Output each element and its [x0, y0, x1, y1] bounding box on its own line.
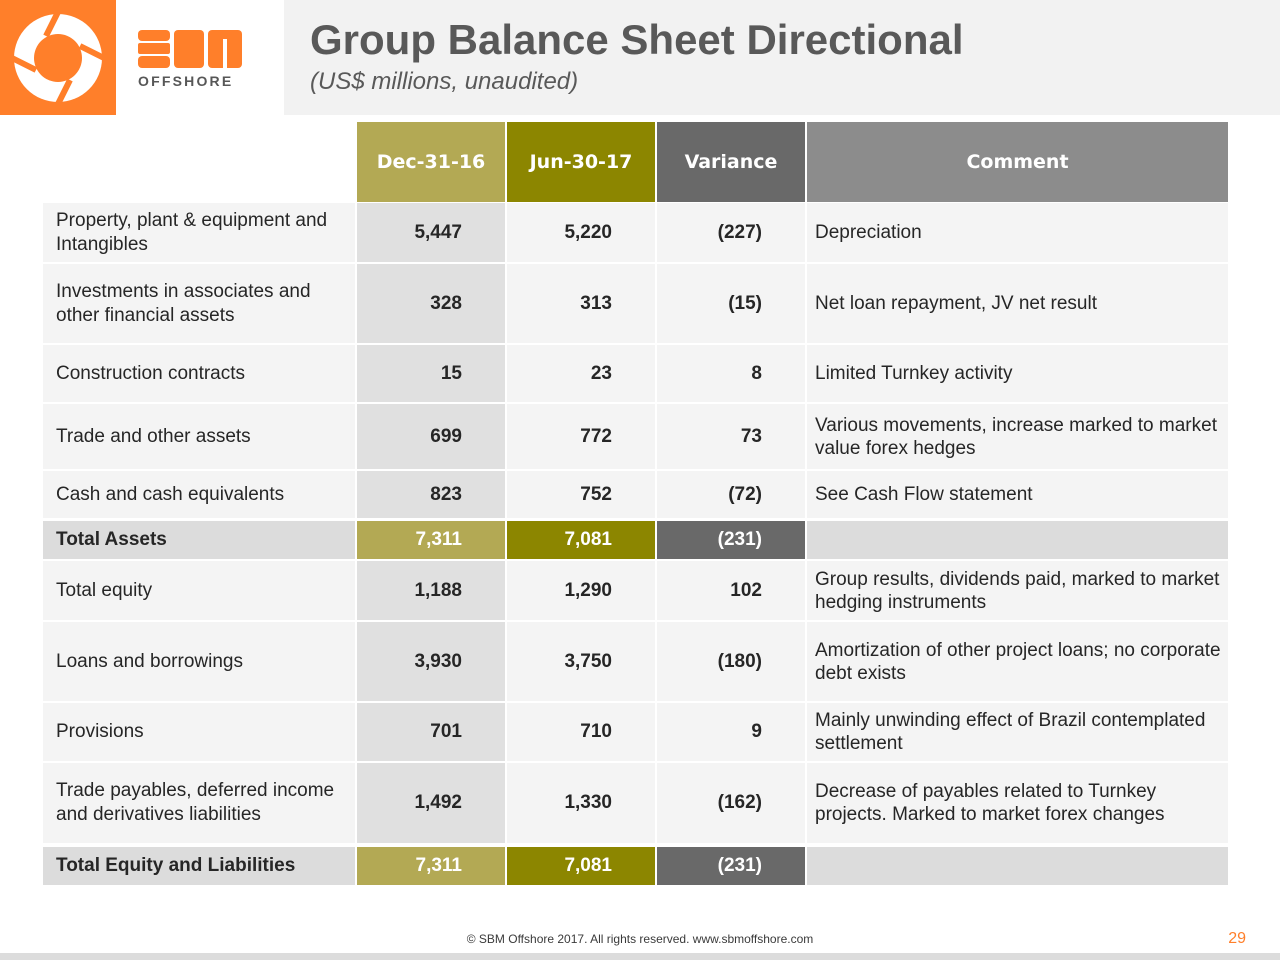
- jun-30-17-value: 1,290: [507, 561, 655, 620]
- jun-30-17-value: 772: [507, 404, 655, 469]
- variance-value: (162): [657, 763, 805, 843]
- footer-copyright: © SBM Offshore 2017. All rights reserved. www.sbmoffshore.com: [466, 932, 814, 946]
- brand-block: [116, 0, 271, 115]
- brand-offshore-text: OFFSHORE: [138, 73, 234, 89]
- jun-30-17-value: 3,750: [507, 622, 655, 701]
- dec-31-16-value: 3,930: [357, 622, 505, 701]
- comment-text: Group results, dividends paid, marked to market hedging instruments: [807, 561, 1228, 620]
- page-subtitle: (US$ millions, unaudited): [310, 68, 579, 95]
- row-label: Property, plant & equipment and Intangibles: [43, 203, 355, 262]
- dec-31-16-value: 701: [357, 703, 505, 761]
- sbm-logotype: [138, 30, 242, 68]
- variance-value: 9: [657, 703, 805, 761]
- comment-text: Mainly unwinding effect of Brazil contemplated settlement: [807, 703, 1228, 761]
- dec-31-16-value: 7,311: [357, 847, 505, 885]
- comment-text: See Cash Flow statement: [807, 471, 1228, 518]
- variance-value: (231): [657, 521, 805, 559]
- comment-text: Various movements, increase marked to market value forex hedges: [807, 404, 1228, 469]
- row-label: Construction contracts: [43, 345, 355, 402]
- page-number: 29: [1228, 930, 1246, 947]
- dec-31-16-value: 823: [357, 471, 505, 518]
- comment-text: Decrease of payables related to Turnkey projects. Marked to market forex changes: [807, 763, 1228, 843]
- comment-text: Limited Turnkey activity: [807, 345, 1228, 402]
- header-comment: Comment: [807, 122, 1228, 202]
- variance-value: 73: [657, 404, 805, 469]
- dec-31-16-value: 328: [357, 264, 505, 343]
- dec-31-16-value: 5,447: [357, 203, 505, 262]
- jun-30-17-value: 23: [507, 345, 655, 402]
- row-label: Cash and cash equivalents: [43, 471, 355, 518]
- variance-value: 102: [657, 561, 805, 620]
- jun-30-17-value: 752: [507, 471, 655, 518]
- page-title: Group Balance Sheet Directional: [310, 16, 964, 63]
- dec-31-16-value: 7,311: [357, 521, 505, 559]
- jun-30-17-value: 1,330: [507, 763, 655, 843]
- row-label: Provisions: [43, 703, 355, 761]
- header-dec-31-16: Dec-31-16: [357, 122, 505, 202]
- variance-value: 8: [657, 345, 805, 402]
- total-row-label: Total Assets: [43, 521, 355, 559]
- lifebuoy-icon: [8, 8, 108, 108]
- variance-value: (231): [657, 847, 805, 885]
- variance-value: (72): [657, 471, 805, 518]
- total-row-label: Total Equity and Liabilities: [43, 847, 355, 885]
- bottom-bar: [0, 953, 1280, 960]
- row-label: Investments in associates and other financial assets: [43, 264, 355, 343]
- variance-value: (227): [657, 203, 805, 262]
- logo-block: [0, 0, 116, 115]
- row-label: Loans and borrowings: [43, 622, 355, 701]
- jun-30-17-value: 7,081: [507, 847, 655, 885]
- comment-text: [807, 847, 1228, 885]
- dec-31-16-value: 699: [357, 404, 505, 469]
- variance-value: (15): [657, 264, 805, 343]
- dec-31-16-value: 15: [357, 345, 505, 402]
- row-label: Total equity: [43, 561, 355, 620]
- variance-value: (180): [657, 622, 805, 701]
- row-label: Trade and other assets: [43, 404, 355, 469]
- comment-text: Amortization of other project loans; no corporate debt exists: [807, 622, 1228, 701]
- dec-31-16-value: 1,188: [357, 561, 505, 620]
- header-jun-30-17: Jun-30-17: [507, 122, 655, 202]
- jun-30-17-value: 313: [507, 264, 655, 343]
- header-variance: Variance: [657, 122, 805, 202]
- row-label: Trade payables, deferred income and derivatives liabilities: [43, 763, 355, 843]
- jun-30-17-value: 5,220: [507, 203, 655, 262]
- comment-text: Depreciation: [807, 203, 1228, 262]
- jun-30-17-value: 7,081: [507, 521, 655, 559]
- jun-30-17-value: 710: [507, 703, 655, 761]
- dec-31-16-value: 1,492: [357, 763, 505, 843]
- comment-text: [807, 521, 1228, 559]
- comment-text: Net loan repayment, JV net result: [807, 264, 1228, 343]
